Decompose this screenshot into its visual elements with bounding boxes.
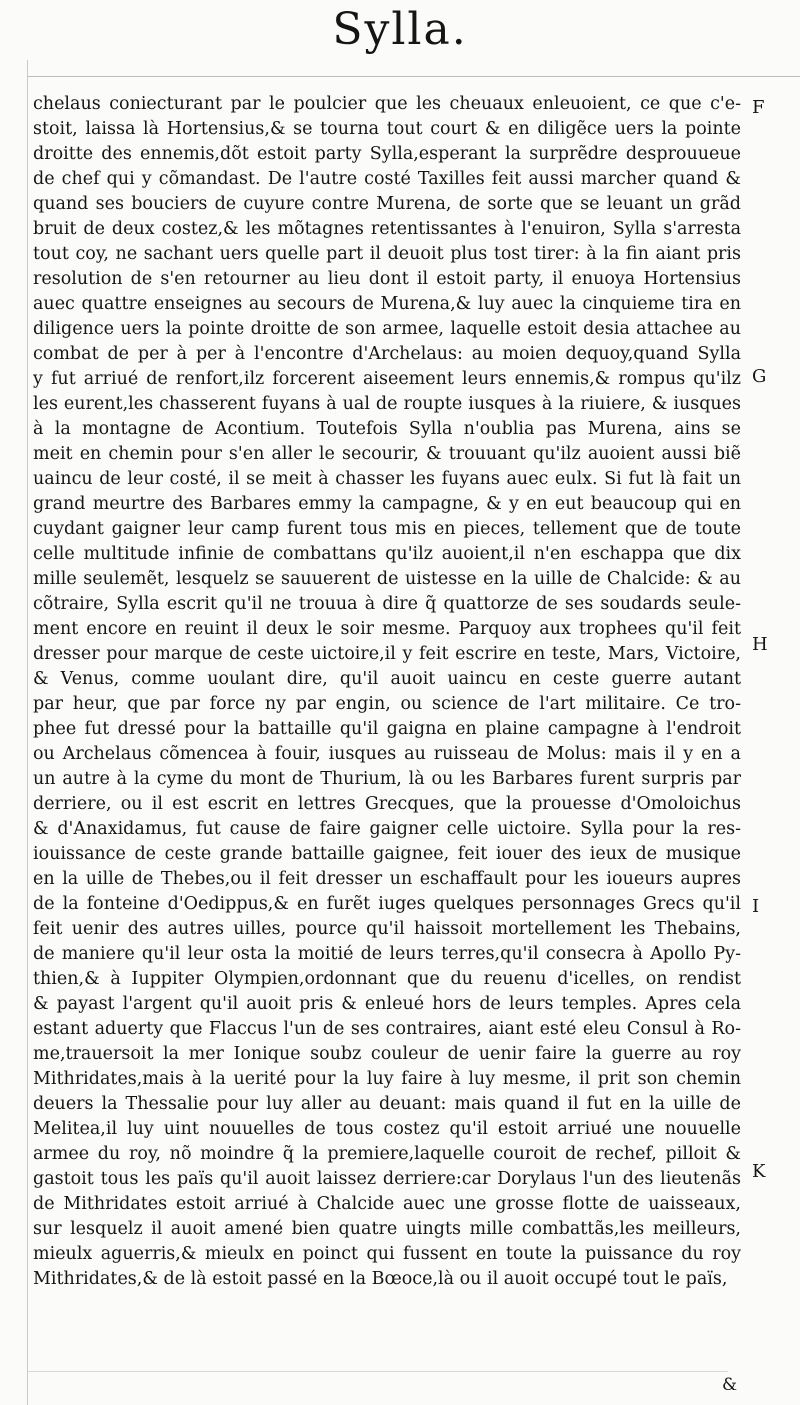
text-line: dresser pour marque de ceste uictoire,il y feit escrire en teste, Mars, Victoire, <box>33 644 741 664</box>
text-line: stoit, laissa là Hortensius,& se tourna tout court & en diligẽce uers la pointe <box>33 119 741 139</box>
text-line: Melitea,il luy uint nouuelles de tous costez qu'il estoit arriué une nouuelle <box>33 1119 741 1139</box>
margin-letter-k: K <box>752 1161 766 1182</box>
text-line: en la uille de Thebes,ou il feit dresser un eschaffault pour les ioueurs aupres <box>33 869 741 889</box>
text-line: resolution de s'en retourner au lieu dont il estoit party, il enuoya Hortensius <box>33 269 741 289</box>
body-text <box>33 92 741 1292</box>
margin-letter-i: I <box>752 896 760 917</box>
text-line: me,trauersoit la mer Ionique soubz couleur de uenir faire la guerre au roy <box>33 1044 741 1064</box>
text-line: & payast l'argent qu'il auoit pris & enleué hors de leurs temples. Apres cela <box>33 994 741 1014</box>
text-line: feit uenir des autres uilles, pource qu'il haissoit mortellement les Thebains, <box>33 919 741 939</box>
text-line: ou Archelaus cõmencea à fouir, iusques au ruisseau de Molus: mais il y en a <box>33 744 741 764</box>
text-line: tout coy, ne sachant uers quelle part il deuoit plus tost tirer: à la fin aiant pris <box>33 244 741 264</box>
text-line: iouissance de ceste grande battaille gaignee, feit iouer des ieux de musique <box>33 844 741 864</box>
margin-letter-f: F <box>752 97 765 118</box>
running-head: Sylla. <box>332 4 468 55</box>
text-line: & Venus, comme uoulant dire, qu'il auoit uaincu en ceste guerre autant <box>33 669 741 689</box>
header-rule <box>28 76 800 77</box>
margin-letter-h: H <box>752 634 768 655</box>
text-line: gastoit tous les païs qu'il auoit laissez derriere:car Dorylaus l'un des lieutenãs <box>33 1169 741 1189</box>
text-line: uaincu de leur costé, il se meit à chasser les fuyans auec eulx. Si fut là fait un <box>33 469 741 489</box>
text-line: quand ses bouciers de cuyure contre Murena, de sorte que se leuant un grãd <box>33 194 741 214</box>
text-line: Mithridates,& de là estoit passé en la Bœoce,là ou il auoit occupé tout le païs, <box>33 1269 728 1289</box>
margin-letter-g: G <box>752 366 767 387</box>
text-line: armee du roy, nõ moindre q̃ la premiere,laquelle couroit de rechef, pilloit & <box>33 1144 741 1164</box>
text-line: derriere, ou il est escrit en lettres Grecques, que la prouesse d'Omoloichus <box>33 794 741 814</box>
text-line: cõtraire, Sylla escrit qu'il ne trouua à dire q̃ quattorze de ses soudards seule- <box>33 594 741 614</box>
text-line: meit en chemin pour s'en aller le secourir, & trouuant qu'ilz auoient aussi biẽ <box>33 444 741 464</box>
text-line: grand meurtre des Barbares emmy la campagne, & y en eut beaucoup qui en <box>33 494 741 514</box>
text-line: un autre à la cyme du mont de Thurium, là ou les Barbares furent surpris par <box>33 769 741 789</box>
text-line: y fut arriué de renfort,ilz forcerent aiseement leurs ennemis,& rompus qu'ilz <box>33 369 741 389</box>
text-line: à la montagne de Acontium. Toutefois Sylla n'oublia pas Murena, ains se <box>33 419 741 439</box>
footer-rule <box>28 1371 728 1372</box>
text-line: mille seulemẽt, lesquelz se sauuerent de uistesse en la uille de Chalcide: & au <box>33 569 741 589</box>
catchword: & <box>722 1375 738 1395</box>
text-line: de maniere qu'il leur osta la moitié de leurs terres,qu'il consecra à Apollo Py- <box>33 944 741 964</box>
text-line: diligence uers la pointe droitte de son armee, laquelle estoit desia attachee au <box>33 319 741 339</box>
text-line: ment encore en reuint il deux le soir mesme. Parquoy aux trophees qu'il feit <box>33 619 741 639</box>
text-line: combat de per à per à l'encontre d'Archelaus: au moien dequoy,quand Sylla <box>33 344 741 364</box>
text-line: auec quattre enseignes au secours de Murena,& luy auec la cinquieme tira en <box>33 294 741 314</box>
text-line: & d'Anaxidamus, fut cause de faire gaigner celle uictoire. Sylla pour la res- <box>33 819 741 839</box>
text-line: droitte des ennemis,dõt estoit party Sylla,esperant la surprẽdre desprouueue <box>33 144 741 164</box>
text-line: sur lesquelz il auoit amené bien quatre uingts mille combattãs,les meilleurs, <box>33 1219 741 1239</box>
text-line: cuydant gaigner leur camp furent tous mis en pieces, tellement que de toute <box>33 519 741 539</box>
text-line: de chef qui y cõmandast. De l'autre costé Taxilles feit aussi marcher quand & <box>33 169 741 189</box>
text-line: celle multitude infinie de combattans qu'ilz auoient,il n'en eschappa que dix <box>33 544 741 564</box>
text-line: mieulx aguerris,& mieulx en poinct qui fussent en toute la puissance du roy <box>33 1244 741 1264</box>
text-line: bruit de deux costez,& les mõtagnes retentissantes à l'enuiron, Sylla s'arresta <box>33 219 741 239</box>
text-line: phee fut dressé pour la battaille qu'il gaigna en plaine campagne à l'endroit <box>33 719 741 739</box>
page-gutter-edge <box>27 60 28 1405</box>
text-line: Mithridates,mais à la uerité pour la luy faire à luy mesme, il prit son chemin <box>33 1069 741 1089</box>
text-line: thien,& à Iuppiter Olympien,ordonnant que du reuenu d'icelles, on rendist <box>33 969 741 989</box>
text-line: deuers la Thessalie pour luy aller au deuant: mais quand il fut en la uille de <box>33 1094 741 1114</box>
text-line: chelaus coniecturant par le poulcier que les cheuaux enleuoient, ce que c'e- <box>33 94 741 114</box>
text-line: par heur, que par force ny par engin, ou science de l'art militaire. Ce tro- <box>33 694 741 714</box>
text-line: de Mithridates estoit arriué à Chalcide auec une grosse flotte de uaisseaux, <box>33 1194 741 1214</box>
text-line: les eurent,les chasserent fuyans à ual de roupte iusques à la riuiere, & iusques <box>33 394 741 414</box>
text-line: estant aduerty que Flaccus l'un de ses contraires, aiant esté eleu Consul à Ro- <box>33 1019 741 1039</box>
text-line: de la fonteine d'Oedippus,& en furẽt iuges quelques personnages Grecs qu'il <box>33 894 741 914</box>
